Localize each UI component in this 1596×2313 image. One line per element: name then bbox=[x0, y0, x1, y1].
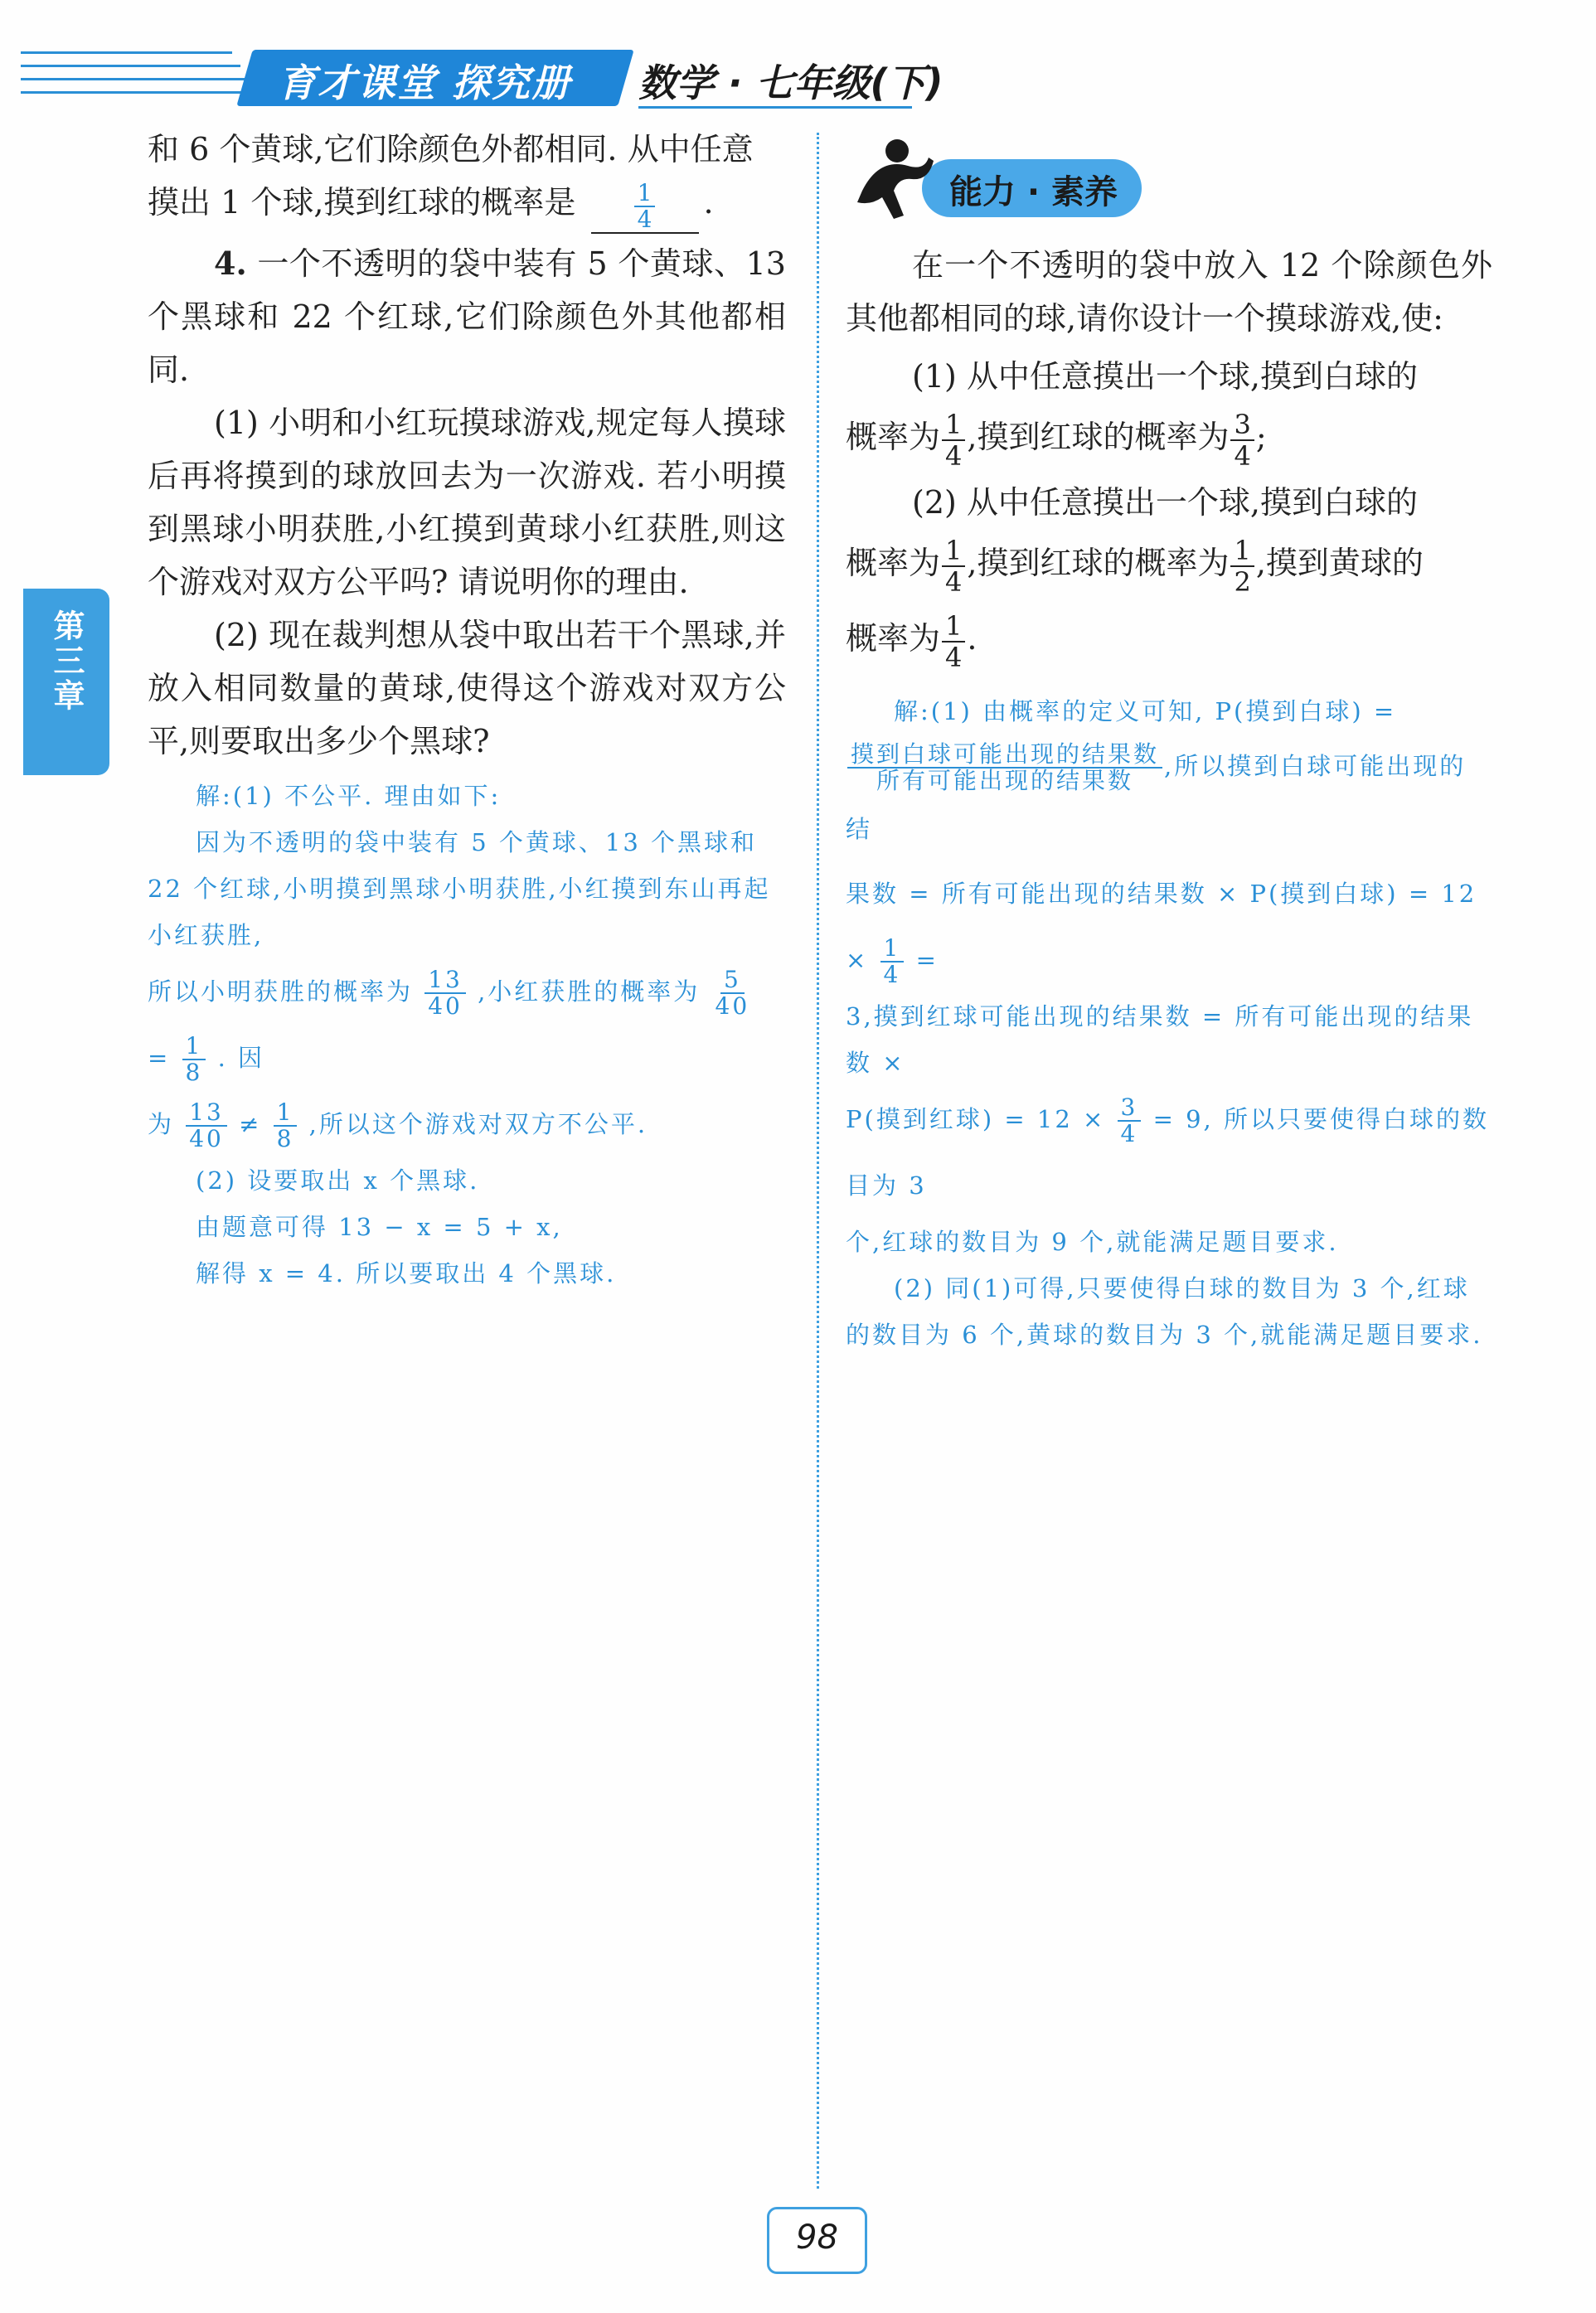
section-badge bbox=[846, 133, 1492, 232]
question-4 bbox=[148, 237, 786, 396]
problem-part-2-last bbox=[846, 597, 1492, 680]
fraction-numerator: 1 bbox=[182, 1034, 206, 1060]
text-segment: ,小红获胜的概率为 bbox=[478, 977, 701, 1006]
fraction-numerator: 13 bbox=[424, 967, 466, 994]
solution-probability bbox=[148, 958, 786, 1091]
problem-part-1-probs bbox=[846, 403, 1492, 471]
text-segment: = bbox=[915, 946, 939, 974]
fraction-1-8 bbox=[182, 1031, 206, 1086]
section-title: 能力 · 素养 bbox=[949, 173, 1118, 211]
solution-line: 解:(1) 由概率的定义可知, P(摸到白球) = bbox=[894, 697, 1397, 725]
fraction-13-40 bbox=[186, 1100, 227, 1152]
text-segment: 概率为 bbox=[846, 620, 941, 657]
definition-fraction bbox=[847, 742, 1162, 793]
solution-line: 个,红球的数目为 9 个,就能满足题目要求. bbox=[846, 1228, 1339, 1256]
page-number: 98 bbox=[796, 2218, 838, 2257]
text-segment: . bbox=[967, 620, 977, 657]
question-number: 4. bbox=[214, 244, 247, 282]
fraction-numerator: 3 bbox=[1230, 410, 1254, 441]
page-header bbox=[0, 41, 1596, 116]
subject-title: 数学 · 七年级(下) bbox=[638, 61, 944, 105]
header-line bbox=[21, 78, 249, 80]
text-segment: 果数 = 所有可能出现的结果数 × P(摸到白球) = 12 × bbox=[846, 880, 1477, 974]
fraction-numerator: 3 bbox=[1118, 1095, 1142, 1122]
right-column bbox=[846, 133, 1492, 1358]
answer-fraction bbox=[634, 178, 656, 233]
left-column bbox=[148, 123, 786, 1297]
fraction-numerator: 1 bbox=[1230, 536, 1254, 567]
fraction-numerator: 1 bbox=[942, 611, 965, 642]
solution-block bbox=[148, 773, 786, 1297]
fraction-3-4 bbox=[1230, 410, 1254, 471]
problem-part-1-line: (1) 从中任意摸出一个球,摸到白球的 bbox=[912, 358, 1418, 395]
question-4-part-2: (2) 现在裁判想从袋中取出若干个黑球,并放入相同数量的黄球,使得这个游戏对双方公平,则要取出多少个黑球? bbox=[148, 616, 786, 759]
column-divider bbox=[817, 133, 819, 2189]
fraction-denominator: 40 bbox=[189, 1124, 224, 1152]
fraction-1-4 bbox=[880, 936, 905, 987]
solution-line bbox=[846, 1086, 1492, 1219]
fraction-numerator: 摸到白球可能出现的结果数 bbox=[847, 742, 1162, 769]
right-solution-block bbox=[846, 688, 1492, 1358]
question-continuation bbox=[148, 123, 786, 234]
solution-part-2-line: 由题意可得 13 − x = 5 + x, bbox=[196, 1212, 563, 1241]
fraction-1-4 bbox=[942, 536, 965, 597]
chapter-label: 第三章 bbox=[48, 609, 85, 714]
fraction-numerator: 1 bbox=[274, 1100, 298, 1127]
fraction-denominator: 4 bbox=[1234, 439, 1251, 472]
fraction-denominator: 8 bbox=[185, 1058, 203, 1086]
text-line: 摸出 1 个球,摸到红球的概率是 bbox=[148, 184, 576, 221]
equals-sign: = bbox=[148, 1043, 171, 1072]
text-segment: ,所以摸到白球可能出现的结 bbox=[846, 752, 1467, 843]
fraction-denominator: 4 bbox=[637, 205, 652, 233]
header-line bbox=[21, 91, 245, 94]
fraction-denominator: 40 bbox=[715, 992, 750, 1020]
text-punct: . bbox=[703, 184, 714, 221]
solution-text: 因为不透明的袋中装有 5 个黄球、13 个黑球和 22 个红球,小明摸到黑球小明获胜,小红摸到东山再起小红获胜, bbox=[148, 827, 771, 949]
fraction-denominator: 4 bbox=[883, 961, 901, 988]
fraction-1-8 bbox=[274, 1100, 298, 1152]
fraction-denominator: 4 bbox=[1120, 1120, 1138, 1147]
text-segment: = 9, 所以只要使得白球的数目为 3 bbox=[846, 1105, 1489, 1200]
runner-icon bbox=[846, 133, 937, 224]
question-text: 一个不透明的袋中装有 5 个黄球、13 个黑球和 22 个红球,它们除颜色外其他都相同. bbox=[148, 245, 786, 388]
header-underline bbox=[638, 106, 912, 109]
text-segment: . 因 bbox=[217, 1043, 265, 1072]
fraction-numerator: 1 bbox=[634, 181, 656, 207]
fraction-denominator: 8 bbox=[276, 1124, 294, 1152]
header-line bbox=[21, 65, 240, 67]
text-segment: ; bbox=[1255, 419, 1267, 455]
fraction-numerator: 1 bbox=[942, 536, 965, 567]
solution-heading: 解:(1) 不公平. 理由如下: bbox=[196, 781, 502, 810]
fraction-13-40 bbox=[424, 967, 466, 1019]
solution-conclusion bbox=[148, 1091, 786, 1157]
fraction-numerator: 5 bbox=[720, 967, 745, 994]
header-line bbox=[21, 51, 232, 54]
fraction-denominator: 2 bbox=[1234, 565, 1251, 598]
solution-part-2-line: 解得 x = 4. 所以要取出 4 个黑球. bbox=[196, 1258, 617, 1287]
fraction-1-4 bbox=[942, 611, 965, 672]
problem-intro: 在一个不透明的袋中放入 12 个除颜色外其他都相同的球,请你设计一个摸球游戏,使: bbox=[846, 247, 1492, 337]
solution-part-2: (2) 同(1)可得,只要使得白球的数目为 3 个,红球的数目为 6 个,黄球的数目为 3 个,就能满足题目要求. bbox=[846, 1274, 1483, 1349]
fraction-1-4 bbox=[942, 410, 965, 471]
text-segment: 概率为 bbox=[846, 419, 941, 455]
text-segment: ,摸到红球的概率为 bbox=[967, 419, 1230, 455]
not-equal-sign: ≠ bbox=[239, 1109, 262, 1138]
fraction-numerator: 13 bbox=[186, 1100, 227, 1127]
text-segment: 为 bbox=[148, 1109, 175, 1138]
solution-line bbox=[846, 861, 1492, 993]
solution-part-2-line: (2) 设要取出 x 个黑球. bbox=[196, 1166, 480, 1195]
fraction-1-2 bbox=[1230, 536, 1254, 597]
fraction-denominator: 4 bbox=[945, 565, 963, 598]
text-segment: 所以小明获胜的概率为 bbox=[148, 977, 414, 1006]
series-title: 育才课堂 探究册 bbox=[278, 61, 572, 105]
text-segment: P(摸到红球) = 12 × bbox=[846, 1105, 1106, 1133]
problem-part-2-line: (2) 从中任意摸出一个球,摸到白球的 bbox=[912, 484, 1418, 521]
solution-line bbox=[846, 735, 1492, 861]
answer-blank bbox=[591, 177, 699, 234]
question-4-part-1: (1) 小明和小红玩摸球游戏,规定每人摸球后再将摸到的球放回去为一次游戏. 若小明摸到黑球小明获胜,小红摸到黄球小红获胜,则这个游戏对双方公平吗? 请说明你的理由. bbox=[148, 404, 786, 600]
text-line: 和 6 个黄球,它们除颜色外都相同. 从中任意 bbox=[148, 131, 754, 167]
fraction-denominator: 4 bbox=[945, 439, 963, 472]
fraction-denominator: 所有可能出现的结果数 bbox=[876, 767, 1134, 794]
fraction-3-4 bbox=[1118, 1095, 1142, 1147]
fraction-numerator: 1 bbox=[880, 936, 905, 963]
fraction-denominator: 4 bbox=[945, 641, 963, 673]
text-segment: ,摸到红球的概率为 bbox=[967, 545, 1230, 581]
text-segment: ,摸到黄球的 bbox=[1255, 545, 1424, 581]
problem-part-2-probs bbox=[846, 529, 1492, 597]
text-segment: ,所以这个游戏对双方不公平. bbox=[308, 1109, 648, 1138]
solution-line: 3,摸到红球可能出现的结果数 = 所有可能出现的结果数 × bbox=[846, 1002, 1474, 1077]
fraction-denominator: 40 bbox=[428, 992, 463, 1020]
fraction-5-40 bbox=[712, 967, 754, 1019]
text-segment: 概率为 bbox=[846, 545, 941, 581]
fraction-numerator: 1 bbox=[942, 410, 965, 441]
